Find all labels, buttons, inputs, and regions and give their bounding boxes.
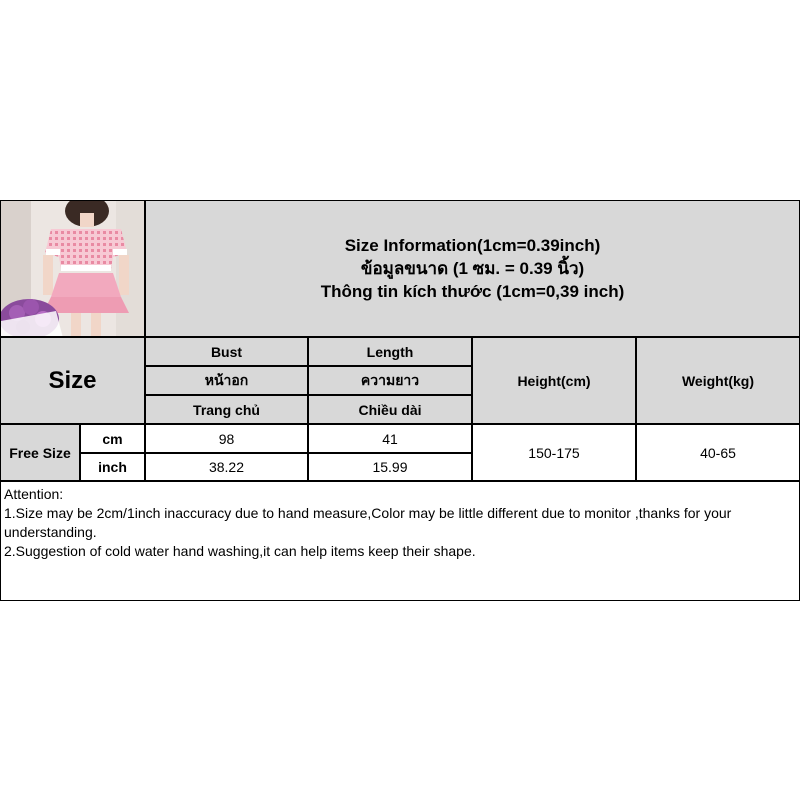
weight-header: Weight(kg): [636, 337, 800, 424]
length-cm-value: 41: [308, 424, 472, 453]
height-value: 150-175: [472, 424, 636, 481]
length-header-vi: Chiều dài: [308, 395, 472, 424]
length-header-th: ความยาว: [308, 366, 472, 395]
length-inch-value: 15.99: [308, 453, 472, 481]
attention-notes: [0, 481, 800, 601]
notes-line-2: 2.Suggestion of cold water hand washing,it can help items keep their shape.: [4, 543, 476, 559]
notes-heading: Attention:: [4, 486, 64, 502]
title-vietnamese: Thông tin kích thước (1cm=0,39 inch): [320, 282, 625, 301]
height-header: Height(cm): [472, 337, 636, 424]
size-header: Size: [0, 337, 145, 424]
length-header-en: Length: [308, 337, 472, 366]
notes-line-1: 1.Size may be 2cm/1inch inaccuracy due to hand measure,Color may be little different due to monitor ,thanks for your understanding.: [4, 505, 732, 540]
product-photo-image: [1, 201, 145, 337]
size-chart: [0, 200, 800, 600]
bust-header-en: Bust: [145, 337, 308, 366]
title-english: Size Information(1cm=0.39inch): [344, 236, 601, 255]
unit-inch-label: inch: [80, 453, 145, 481]
bust-cm-value: 98: [145, 424, 308, 453]
free-size-label: Free Size: [0, 424, 80, 481]
product-photo: [0, 200, 145, 337]
bust-inch-value: 38.22: [145, 453, 308, 481]
size-information-title: [145, 200, 800, 337]
bust-header-vi: Trang chủ: [145, 395, 308, 424]
title-thai: ข้อมูลขนาด (1 ซม. = 0.39 นิ้ว): [360, 259, 585, 278]
bust-header-th: หน้าอก: [145, 366, 308, 395]
unit-cm-label: cm: [80, 424, 145, 453]
weight-value: 40-65: [636, 424, 800, 481]
